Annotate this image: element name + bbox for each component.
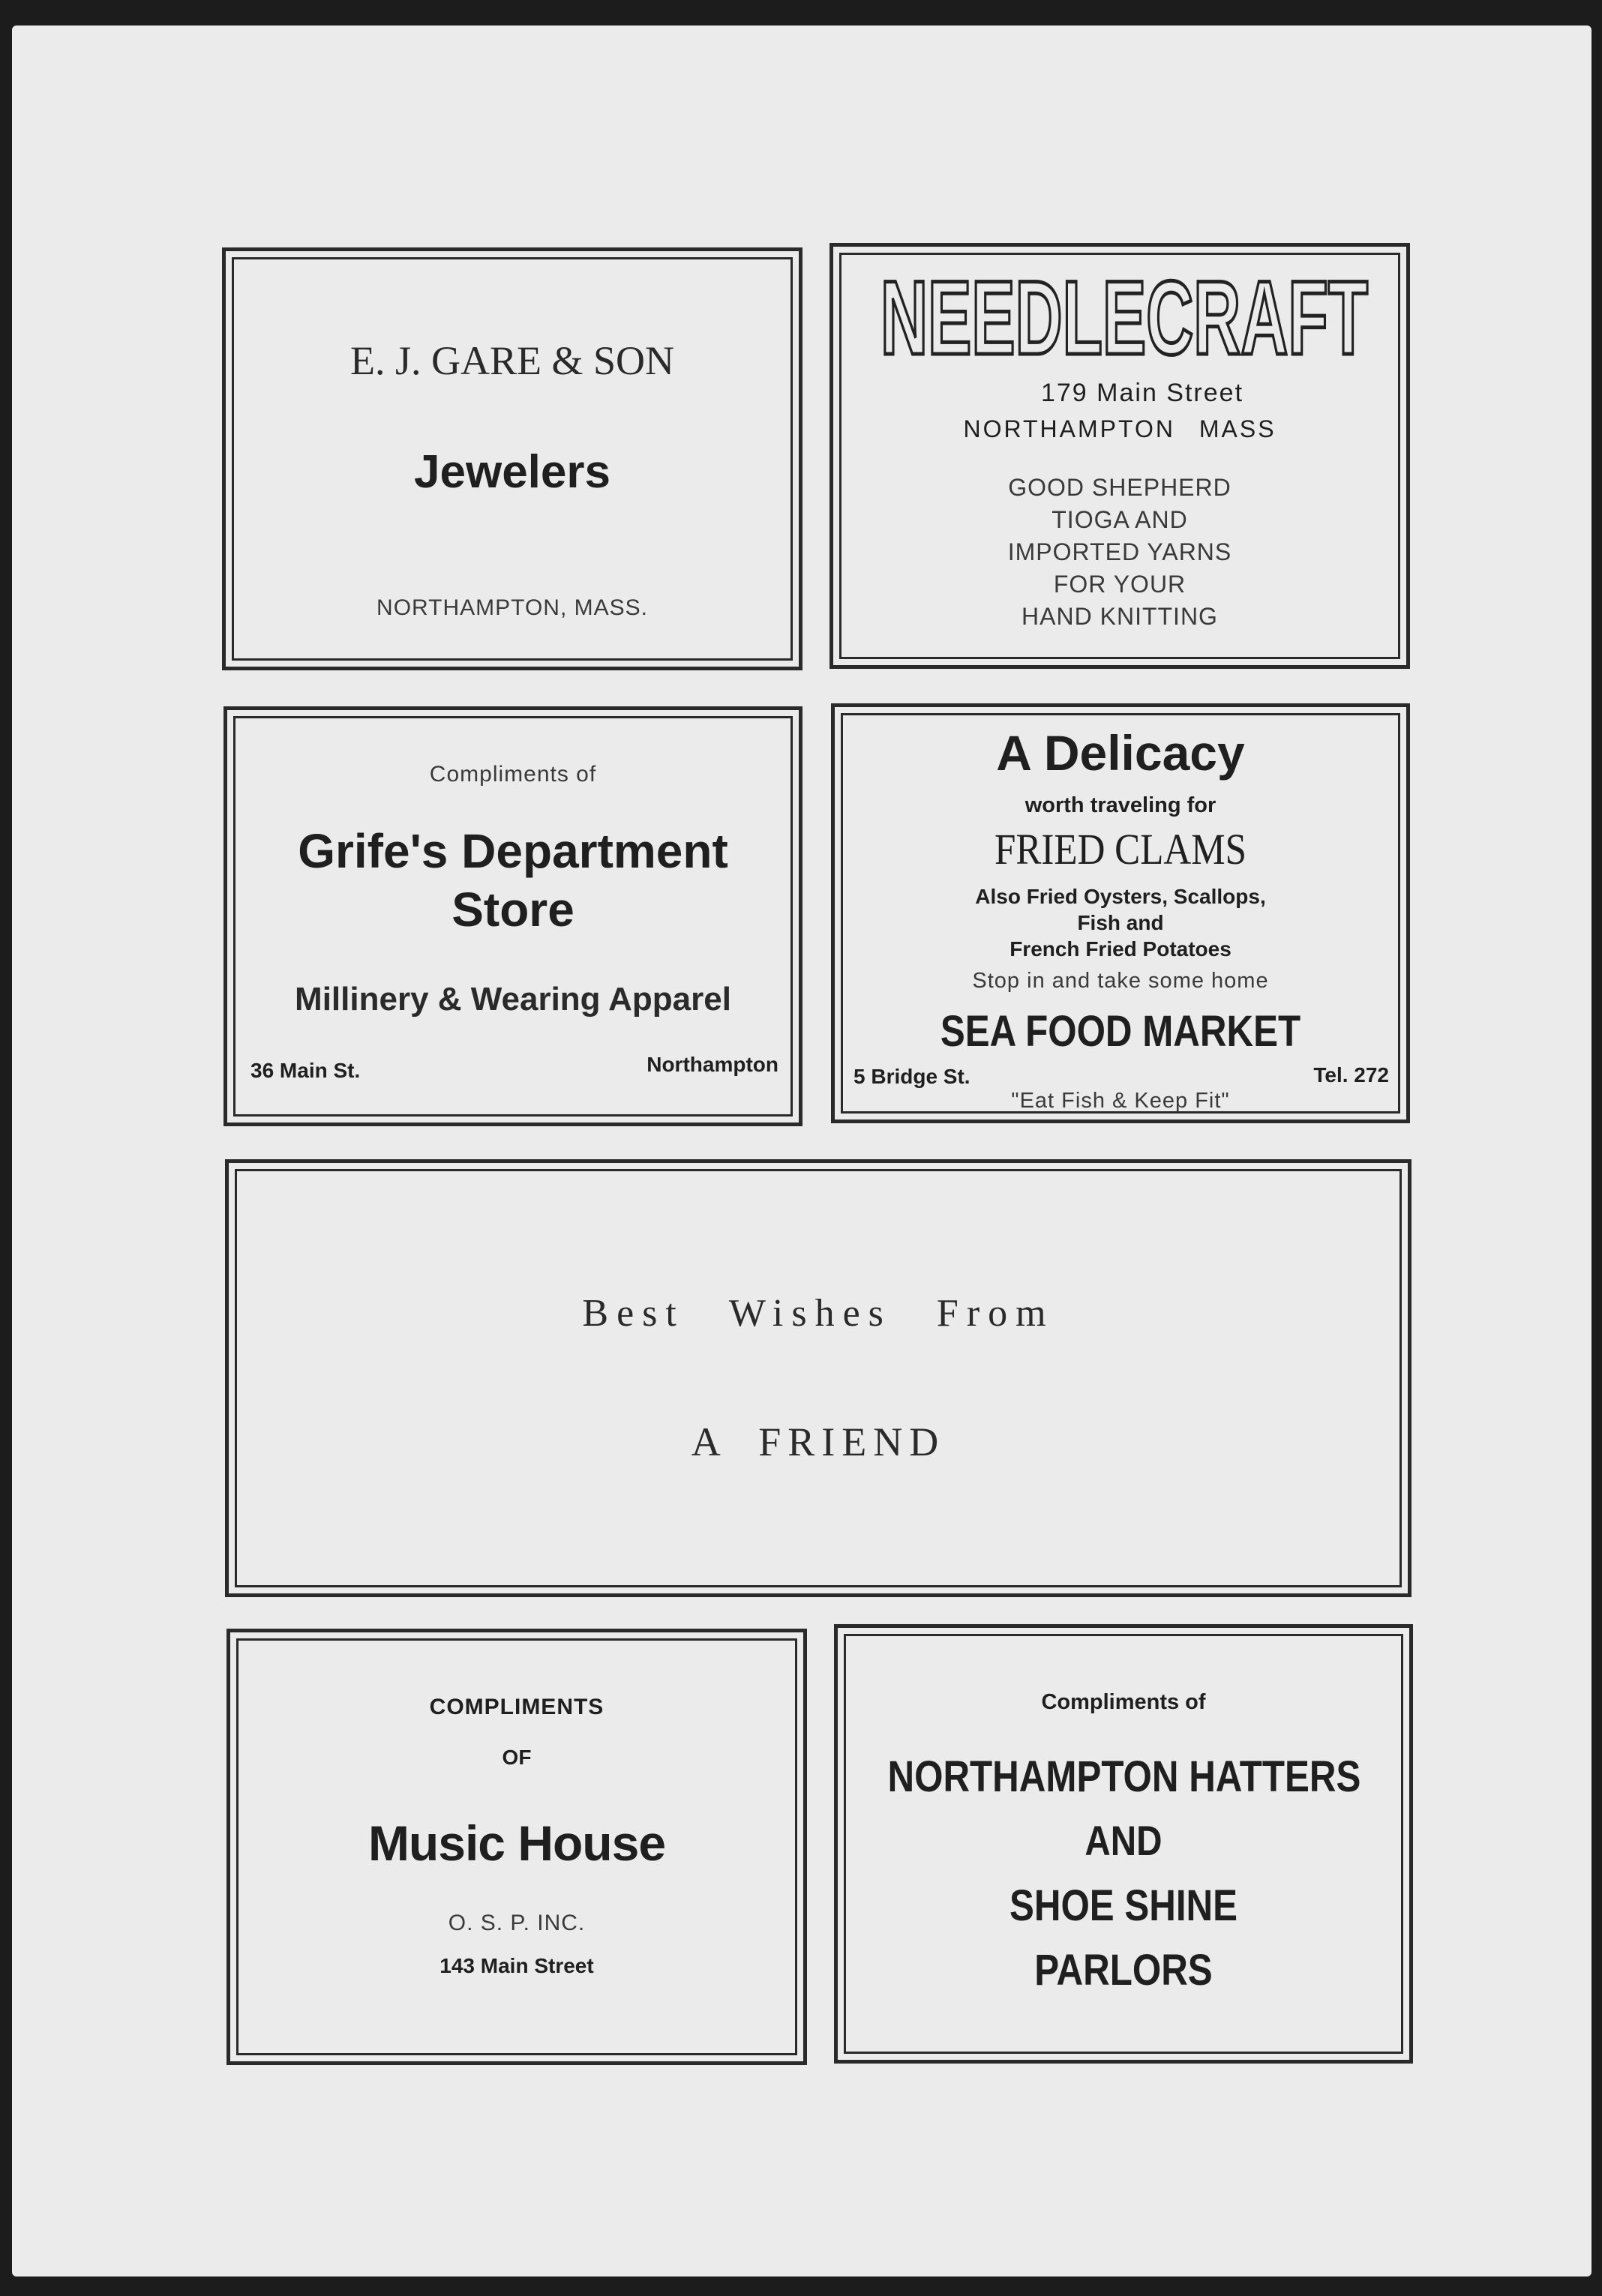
ad-music-name: Music House: [368, 1815, 666, 1871]
ad-hatters-line-2: AND: [1084, 1817, 1162, 1864]
ad-seafood-feature: FRIED CLAMS: [994, 825, 1247, 874]
ad-hatters-compliments: Compliments of: [1041, 1690, 1206, 1714]
ad-seafood-also-3: French Fried Potatoes: [1010, 937, 1232, 961]
ad-seafood-name: SEA FOOD MARKET: [940, 1007, 1301, 1056]
ad-gare-city: NORTHAMPTON, MASS.: [376, 595, 648, 620]
ad-music-compliments: COMPLIMENTS: [429, 1695, 604, 1719]
ad-music-house: [226, 1629, 807, 2065]
ad-northampton-hatters: [834, 1624, 1413, 2064]
ad-best-wishes-friend: [225, 1159, 1412, 1597]
ad-grife-city: Northampton: [646, 1053, 778, 1076]
ad-seafood-also-2: Fish and: [1077, 911, 1164, 934]
ad-seafood-stop: Stop in and take some home: [972, 969, 1269, 993]
ad-needlecraft-line-4: FOR YOUR: [1053, 571, 1186, 598]
ad-needlecraft-line-1: GOOD SHEPHERD: [1008, 474, 1232, 501]
ad-hatters-line-1: NORTHAMPTON HATTERS: [887, 1752, 1361, 1801]
ad-grife-address: 36 Main St.: [250, 1059, 361, 1082]
ad-friend-line-1: Best Wishes From: [582, 1292, 1054, 1335]
ad-needlecraft-address: 179 Main Street: [1040, 379, 1244, 407]
page: [12, 25, 1592, 2277]
ad-seafood-also-1: Also Fried Oysters, Scallops,: [975, 885, 1266, 908]
ad-seafood-headline: A Delicacy: [996, 725, 1245, 781]
ad-grife-tagline: Millinery & Wearing Apparel: [295, 981, 731, 1018]
ad-sea-food-market: [831, 703, 1410, 1123]
ad-grife-department-store: [224, 706, 802, 1126]
ad-needlecraft-line-2: TIOGA AND: [1052, 506, 1188, 533]
ad-seafood-address: 5 Bridge St.: [854, 1065, 970, 1088]
ad-needlecraft-line-3: IMPORTED YARNS: [1007, 538, 1232, 565]
ad-gare-jewelers: [222, 247, 802, 670]
ad-grife-compliments: Compliments of: [429, 762, 597, 787]
ad-gare-trade: Jewelers: [414, 446, 610, 498]
ad-friend-line-2: A FRIEND: [691, 1419, 946, 1464]
ad-needlecraft: [830, 243, 1410, 669]
ad-music-address: 143 Main Street: [440, 1954, 594, 1977]
ad-music-company: O. S. P. INC.: [448, 1911, 586, 1935]
ad-grife-name-1: Grife's Department: [298, 824, 728, 878]
ad-grife-name-2: Store: [452, 883, 574, 937]
ad-seafood-slogan: "Eat Fish & Keep Fit": [1011, 1089, 1230, 1113]
ad-seafood-tel: Tel. 272: [1313, 1063, 1389, 1087]
needlecraft-logo-text: NEEDLECRAFT: [880, 259, 1368, 376]
ad-music-of: OF: [502, 1746, 532, 1769]
ad-hatters-line-3: SHOE SHINE: [1009, 1881, 1238, 1930]
ad-needlecraft-line-5: HAND KNITTING: [1022, 603, 1218, 630]
ad-needlecraft-city: NORTHAMPTON MASS: [963, 415, 1276, 442]
ad-gare-name: E. J. GARE & SON: [350, 338, 675, 383]
ad-hatters-line-4: PARLORS: [1034, 1946, 1213, 1995]
ad-seafood-sub: worth traveling for: [1024, 793, 1216, 817]
